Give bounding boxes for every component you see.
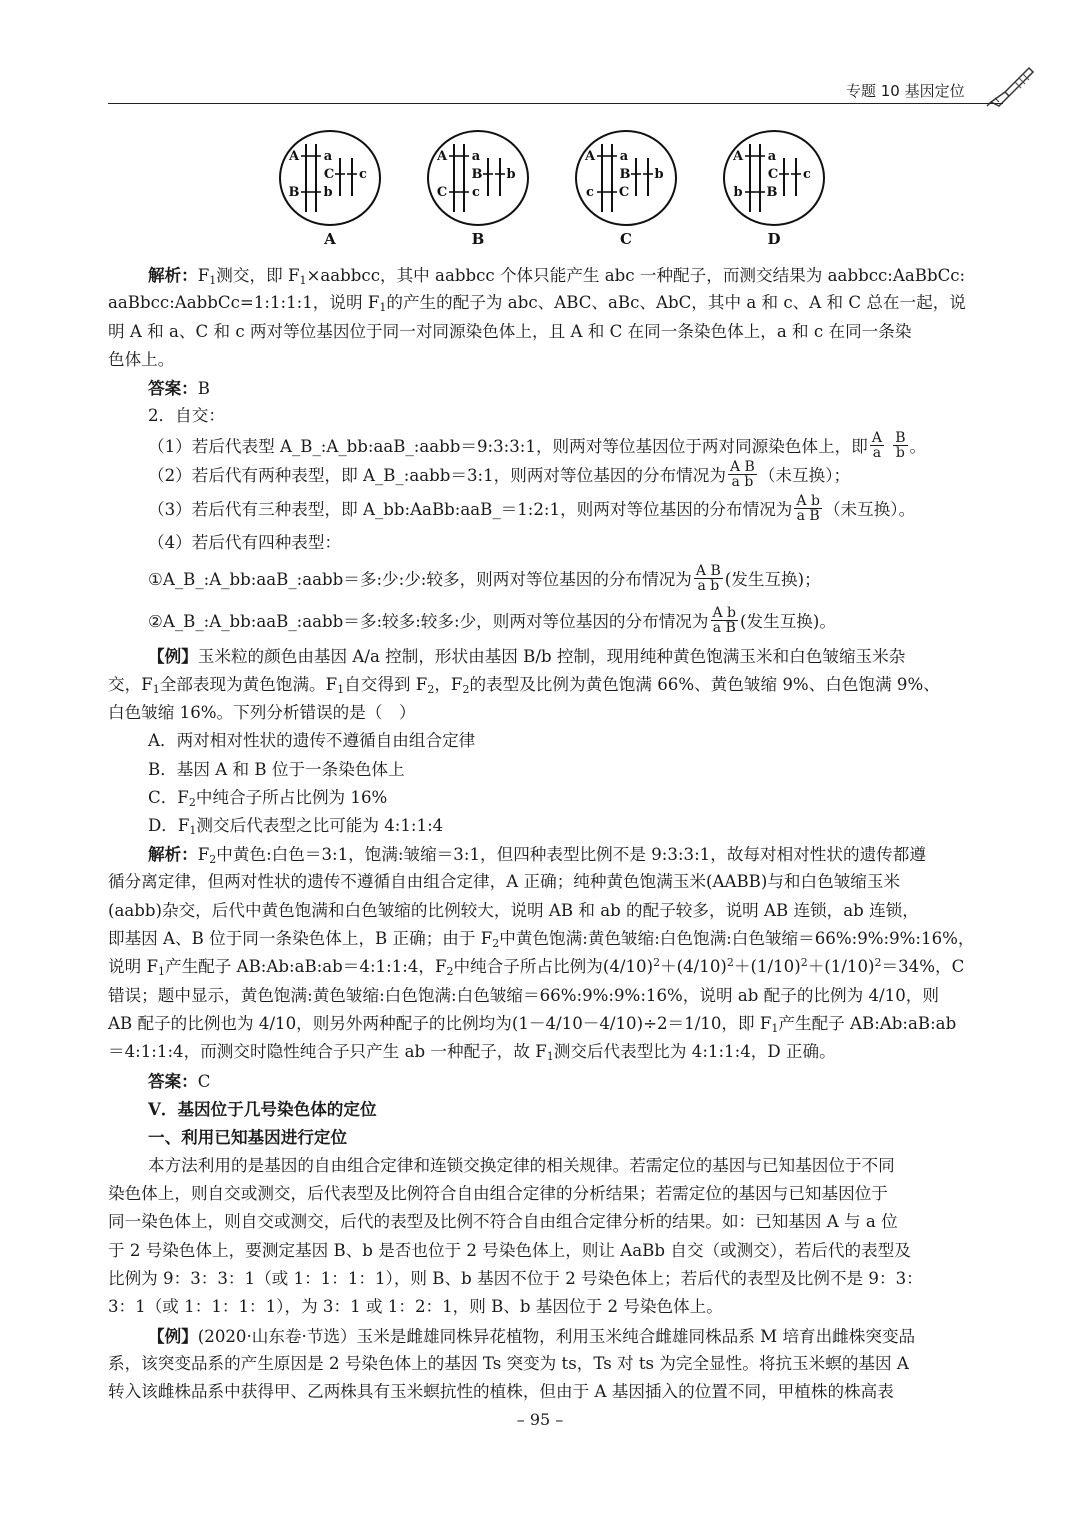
example2-line1: 【例】(2020·山东卷·节选）玉米是雌雄同株异花植物，利用玉米纯合雌雄同株品系 M 培育出雌株突变品 <box>148 1326 916 1346</box>
panel-label: B <box>471 230 485 248</box>
header-rule <box>108 103 1003 104</box>
analysis2-line3: (aabb)杂交，后代中黄色饱满和白色皱缩的比例较大，说明 AB 和 ab 的配子较多，说明 AB 连锁，ab 连锁， <box>108 901 919 920</box>
section-paragraph-line2: 染色体上，则自交或测交，后代表型及比例符合自由组合定律的分析结果；若需定位的基因与已知基因位于 <box>108 1184 888 1203</box>
gene-label: c <box>359 167 367 182</box>
analysis2-line2: 循分离定律，但两对性状的遗传不遵循自由组合定律，A 正确；纯种黄色饱满玉米(AABB)与和白色皱缩玉米 <box>108 872 901 891</box>
gene-label: B <box>471 167 483 182</box>
section-heading: Ⅴ．基因位于几号染色体的定位 <box>148 1099 377 1119</box>
fraction-ab-over-ab-crossover: $\frac{\text{A B}}{\text{a b}}$ <box>695 563 721 594</box>
example1-line3: 白色皱缩 16%。下列分析错误的是（ ） <box>108 703 416 722</box>
section-paragraph-line5: 比例为 9：3：3：1（或 1：1：1：1），则 B、b 基因不位于 2 号染色体上；若后代的表型及比例不是 9：3： <box>108 1269 923 1288</box>
section-subheading: 一、利用已知基因进行定位 <box>148 1127 348 1147</box>
analysis2-line1: 解析：$F_2$中黄色:白色＝3:1，饱满:皱缩＝3:1，但四种表型比例不是 9:3:3:1，故每对相对性状的遗传都遵 <box>148 844 926 866</box>
example2-line3: 转入该雌株品系中获得甲、乙两株具有玉米螟抗性的植株，但由于 A 基因插入的位置不同，甲植株的株高表 <box>108 1382 894 1401</box>
gene-label: c <box>803 167 811 182</box>
gene-label: C <box>436 185 448 200</box>
gene-label: A <box>288 149 300 164</box>
option-a: A．两对相对性状的遗传不遵循自由组合定律 <box>148 731 476 750</box>
analysis2-line7: AB 配子的比例也为 4/10，则另外两种配子的比例均为(1－4/10－4/10)÷2＝1/10，即 $F_1$产生配子 AB:Ab:aB:ab <box>108 1014 957 1035</box>
section-paragraph-line3: 同一染色体上，则自交或测交，后代的表型及比例不符合自由组合定律分析的结果。如：已知基因 A 与 a 位 <box>108 1212 898 1231</box>
gene-label: a <box>323 149 333 164</box>
analysis2-line6: 错误；题中显示，黄色饱满:黄色皱缩:白色饱满:白色皱缩＝66%:9%:9%:16%，说明 ab 配子的比例为 4/10，则 <box>108 986 939 1005</box>
panel-label: A <box>324 230 336 248</box>
fraction-a-over-a: $\frac{A}{a}$ <box>871 430 882 461</box>
gene-label: b <box>654 167 664 182</box>
gene-label: b <box>733 185 743 200</box>
example1-line2: 交，$F_1$全部表现为黄色饱满。$F_1$自交得到 $F_2$，$F_2$的表型及比例为黄色饱满 66%、黄色皱缩 9%、白色饱满 9%、 <box>108 675 940 696</box>
example1-line1: 【例】玉米粒的颜色由基因 A/a 控制，形状由基因 B/b 控制，现用纯种黄色饱满玉米和白色皱缩玉米杂 <box>148 646 906 666</box>
selfcross-title: 2．自交： <box>148 406 225 425</box>
analysis2-line5: 说明 $F_1$产生配子 AB:Ab:aB:ab＝4:1:1:4，$F_2$中纯合子所占比例为$(4/10)^2+(4/10)^2+(1/10)^2+(1/10)^2=34\%$，C <box>108 956 965 978</box>
answer1: 答案：B <box>148 378 210 398</box>
panel-label: D <box>767 230 781 248</box>
selfcross-item4b: ②A_B_:A_bb:aaB_:aabb＝多:较多:较多:少，则两对等位基因的分布情况为 $\frac{\text{A b}}{\text{a B}}$ (发生互换)。 <box>148 605 836 636</box>
gene-label: a <box>767 149 777 164</box>
selfcross-item4: （4）若后代有四种表型： <box>148 533 342 552</box>
option-c: C．$F_2$中纯合子所占比例为 16% <box>148 788 388 809</box>
gene-label: b <box>506 167 516 182</box>
cell-c <box>576 131 676 248</box>
section-paragraph-line4: 于 2 号染色体上，要测定基因 B、b 是否也位于 2 号染色体上，则让 AaBb 自交（或测交），若后代的表型及 <box>108 1241 911 1260</box>
cell-b <box>428 131 528 248</box>
gene-label: B <box>766 185 778 200</box>
gene-label: C <box>618 185 630 200</box>
gene-label: B <box>619 167 631 182</box>
section-paragraph-line6: 3：1（或 1：1：1：1），为 3：1 或 1：2：1，则 B、b 基因位于 2 号染色体上。 <box>108 1297 723 1316</box>
cell-a <box>280 131 380 248</box>
gene-label: a <box>619 149 629 164</box>
running-header: 专题 10 基因定位 <box>846 82 965 100</box>
gene-label: B <box>288 185 300 200</box>
analysis2-line8: ＝4:1:1:4，而测交时隐性纯合子只产生 ab 一种配子，故 $F_1$测交后代表型比为 4:1:1:4，D 正确。 <box>108 1042 836 1063</box>
gene-label: A <box>584 149 596 164</box>
gene-label: C <box>323 167 335 182</box>
analysis1-line4: 色体上。 <box>108 350 175 369</box>
fraction-ab-over-ab: $\frac{\text{A B}}{\text{a b}}$ <box>729 459 755 490</box>
analysis2-line4: 即基因 A、B 位于同一条染色体上，B 正确；由于 $F_2$中黄色饱满:黄色皱缩:白色饱满:白色皱缩＝66%:9%:9%:16%， <box>108 929 975 950</box>
gene-label: c <box>586 185 594 200</box>
gene-label: A <box>732 149 744 164</box>
section-paragraph-line1: 本方法利用的是基因的自由组合定律和连锁交换定律的相关规律。若需定位的基因与已知基因位于不同 <box>148 1156 895 1175</box>
cell-d <box>724 131 824 248</box>
pen-nib-icon <box>985 62 1035 108</box>
option-b: B．基因 A 和 B 位于一条染色体上 <box>148 760 405 779</box>
selfcross-item1: （1）若后代表型 A_B_:A_bb:aaB_:aabb＝9:3:3:1，则两对等位基因位于两对同源染色体上，即 $\frac{A}{a}$ $\frac{B}{b}$ 。 <box>148 430 927 461</box>
page-number: – 95 – <box>516 1410 564 1429</box>
gene-label: A <box>436 149 448 164</box>
selfcross-item4a: ①A_B_:A_bb:aaB_:aabb＝多:少:少:较多，则两对等位基因的分布情况为 $\frac{\text{A B}}{\text{a b}}$ (发生互换)； <box>148 563 821 594</box>
fraction-b-over-b: $\frac{B}{b}$ <box>895 430 906 461</box>
gene-label: C <box>767 167 779 182</box>
answer2: 答案：C <box>148 1071 211 1091</box>
gene-label: b <box>323 185 333 200</box>
analysis1-line2: aaBbcc:AabbCc=1:1:1:1，说明 $F_1$的产生的配子为 abc、ABC、aBc、AbC，其中 a 和 c、A 和 C 总在一起，说 <box>108 293 966 314</box>
option-d: D．$F_1$测交后代表型之比可能为 4:1:1:4 <box>148 816 444 837</box>
example2-line2: 系，该突变品系的产生原因是 2 号染色体上的基因 Ts 突变为 ts，Ts 对 ts 为完全显性。将抗玉米螟的基因 A <box>108 1354 909 1373</box>
selfcross-item3: （3）若后代有三种表型，即 A_bb:AaBb:aaB_＝1:2:1，则两对等位基因的分布情况为 $\frac{\text{A b}}{\text{a B}}$ （未互换）。 <box>148 493 916 524</box>
gene-label: a <box>471 149 481 164</box>
panel-label: C <box>620 230 632 248</box>
selfcross-item2: （2）若后代有两种表型，即 A_B_:aabb＝3:1，则两对等位基因的分布情况为 $\frac{\text{A B}}{\text{a b}}$ （未互换）； <box>148 459 851 490</box>
fraction-ab-over-ab-crossover-2: $\frac{\text{A b}}{\text{a B}}$ <box>712 605 737 636</box>
gene-label: c <box>472 185 480 200</box>
chromosome-diagram <box>270 126 830 250</box>
analysis1-line1: 解析：$F_1$测交，即 $F_1\times aabbcc$，其中 aabbcc 个体只能产生 abc 一种配子，而测交结果为 aabbcc:AaBbCc: <box>148 265 966 287</box>
fraction-ab-over-ab-repulsion: $\frac{\text{A b}}{\text{a B}}$ <box>796 493 820 524</box>
analysis1-line3: 明 A 和 a、C 和 c 两对等位基因位于同一对同源染色体上，且 A 和 C 在同一条染色体上，a 和 c 在同一条染 <box>108 322 912 341</box>
